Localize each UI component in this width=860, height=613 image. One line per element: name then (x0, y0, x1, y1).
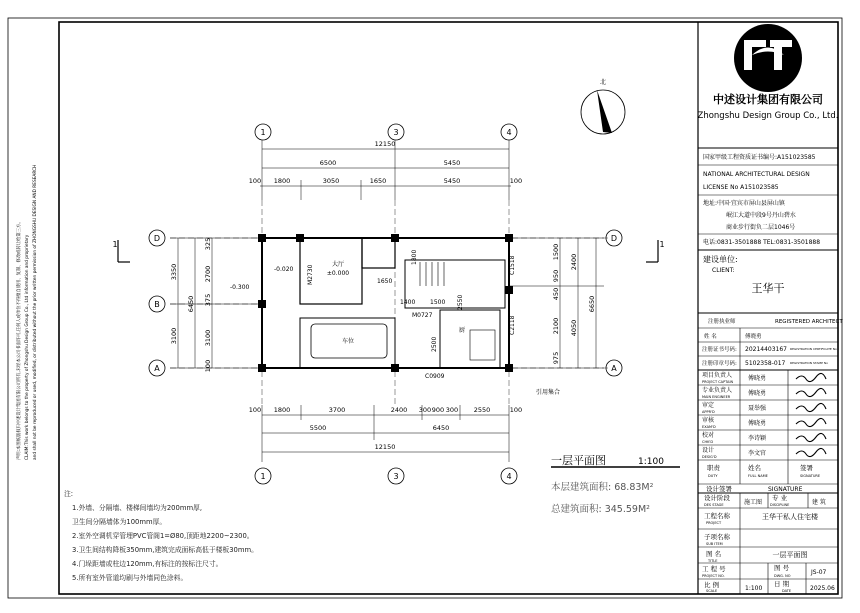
staff-role-en: DESIG'D (702, 455, 717, 459)
job-label-en: PROJECT NO. (702, 574, 725, 578)
staff-role-cn: 项目负责人 (702, 372, 733, 379)
room-parking-name: 车位 (341, 338, 355, 345)
license-en-2: LICENSE No A151023585 (703, 184, 779, 191)
axis-top-4: 4 (506, 128, 512, 137)
level-2: -0.300 (230, 284, 250, 291)
tag-c2118: C2118 (509, 315, 516, 335)
discipline-label: 专 业 (772, 494, 788, 502)
dim-bottom-1f: 900 (431, 406, 445, 414)
axis-top-3: 3 (393, 128, 399, 137)
dim-top-1b: 5450 (443, 159, 461, 167)
dim-bottom-2a: 5500 (309, 424, 327, 432)
dim-top-2e: 5450 (443, 177, 461, 185)
tag-1400: 1400 (400, 299, 416, 306)
sig-header-en: SIGNATURE (800, 474, 821, 478)
stage-label: 设计阶段 (704, 494, 730, 502)
client-label-cn: 建设单位: (703, 255, 738, 264)
registered-architect-en: REGISTERED ARCHITECT (775, 319, 843, 325)
dim-left-inner-4: 3100 (204, 329, 212, 347)
name-header: 姓名 (748, 464, 761, 472)
dim-bottom-total: 12150 (374, 443, 396, 451)
dim-right-inner-3: 450 (552, 287, 560, 301)
axis-bottom-4: 4 (506, 472, 512, 481)
dim-bottom-1c: 3700 (328, 406, 346, 414)
room-hall-level: ±0.000 (326, 270, 350, 277)
job-label: 工 程 号 (702, 565, 726, 573)
room-kitchen-name: 厨 (458, 327, 466, 334)
dim-left-inner-1: 325 (204, 237, 212, 251)
note-3: 3.卫生间结构降板350mm,建筑完成面标高低于楼板30mm。 (72, 546, 258, 554)
license-cn: 国家甲级工程资质证书编号:A151023585 (703, 154, 816, 161)
license-en-1: NATIONAL ARCHITECTURAL DESIGN (703, 171, 810, 178)
company-name-cn: 中述设计集团有限公司 (713, 93, 823, 106)
staff-role-en: MAIN ENGINEER (702, 395, 731, 399)
sig-header: 签署 (800, 464, 813, 472)
dim-right-1: 2400 (570, 253, 578, 271)
stamp-label: 注册印章号码: (702, 361, 737, 367)
phone: 电话:0831-3501888 TEL:0831-3501888 (703, 239, 821, 246)
dim-bottom-2b: 6450 (432, 424, 450, 432)
scale-value: 1:100 (745, 585, 763, 592)
tag-c1518: C1518 (509, 255, 516, 275)
dim-bottom-1d: 2400 (390, 406, 408, 414)
discipline-label-en: DISCIPLINE (770, 503, 790, 507)
dim-bottom-1b: 1800 (273, 406, 291, 414)
title-label: 图 名 (706, 550, 722, 558)
note-5: 5.所有室外管道均刷与外墙同色涂料。 (72, 574, 188, 582)
address-3: 商业步行街负二层1046号 (726, 224, 796, 231)
axis-left-A: A (154, 364, 160, 373)
staff-name: 傅晓勇 (748, 390, 767, 397)
axis-bottom-1: 1 (260, 472, 266, 481)
title-value: 一层平面图 (772, 551, 808, 559)
side-notice-line-3: and shall not be reproduced or used, modified, or distributed without the prior written permission of ZHONGSHU DESIGN AND RESEARCH (33, 164, 38, 460)
dim-top-2d: 1650 (369, 177, 387, 185)
title-label-en: TITLE (708, 559, 718, 563)
architect-name: 傅晓勇 (745, 334, 762, 340)
note-1: 1.外墙、分隔墙、楼梯间墙均为200mm厚, (72, 504, 203, 512)
axis-left-B: B (154, 300, 160, 309)
tag-c0909: C0909 (425, 373, 445, 380)
axis-right-D: D (610, 234, 618, 243)
axis-top-1: 1 (260, 128, 266, 137)
axis-bottom-3: 3 (393, 472, 399, 481)
discipline-value: 建 筑 (812, 499, 826, 506)
staff-role-en: EXAM'D (702, 425, 716, 429)
dim-right-3: 6650 (588, 295, 596, 313)
stage-value: 施工图 (744, 499, 763, 506)
sub-item-label: 子项名称 (704, 533, 730, 541)
tag-m0727: M0727 (412, 312, 433, 319)
dim-left-inner-5: 100 (204, 359, 212, 373)
section-left: 1 (112, 240, 118, 249)
dim-right-inner-2: 950 (552, 269, 560, 283)
company-name-en: Zhongshu Design Group Co., Ltd. (697, 111, 839, 121)
project-label-en: PROJECT (706, 521, 722, 525)
area-floor: 本层建筑面积: 68.83M² (551, 482, 654, 493)
staff-name: 李诗颖 (748, 435, 767, 442)
sub-item-label-en: SUB ITEM (706, 542, 723, 546)
dim-right-2: 4050 (570, 319, 578, 337)
note-2: 2.室外空调机穿管埋PVC管阁1=Ø80,顶距地2200~2300。 (72, 532, 254, 540)
plan-scale: 1:100 (638, 457, 664, 467)
dim-bottom-1i: 100 (509, 406, 523, 414)
stamp-number: 5102358-017 (745, 360, 786, 367)
staff-role-cn: 校对 (702, 432, 715, 439)
staff-name: 傅晓勇 (748, 420, 767, 427)
note-1b: 卫生间分隔墙体为100mm厚。 (72, 518, 167, 526)
dim-top-total: 12150 (374, 140, 396, 148)
drawing-no-label-en: DWG. NO (774, 574, 791, 578)
staff-name: 李文官 (748, 450, 767, 457)
staff-role-en: PROJECT CAPTAIN (702, 380, 734, 384)
cert-label: 注册证书号码: (702, 347, 737, 353)
dim-bottom-1g: 300 (445, 406, 459, 414)
north-label: 北 (599, 79, 607, 86)
tag-1500: 1500 (430, 299, 446, 306)
axis-left-D: D (153, 234, 161, 243)
design-signature-en: SIGNATURE (768, 486, 803, 493)
registered-architect-cn: 注册执业师 (708, 319, 736, 325)
address-2: 岷江大道中段9号丹山碧水 (726, 212, 796, 219)
client-label-en: CLIENT: (712, 267, 735, 274)
dim-right-inner-1: 1500 (552, 243, 560, 261)
duty-label: 职责 (707, 464, 720, 472)
duty-label-en: DUTY (708, 474, 718, 478)
dim-left-2: 3100 (170, 327, 178, 345)
dim-bottom-1a: 100 (248, 406, 262, 414)
project-name: 王华干私人住宅楼 (762, 513, 818, 521)
cert-en: REGISTRATION CERTIFICATE No (790, 347, 837, 351)
staff-role-cn: 审核 (702, 417, 715, 424)
staff-role-en: APPR'D (702, 410, 715, 414)
date-label: 日 期 (774, 580, 790, 588)
dim-bottom-1e: 300 (418, 406, 432, 414)
staff-role-cn: 专业负责人 (702, 387, 733, 394)
staff-name: 聂举强 (748, 405, 767, 412)
date-label-en: DATE (782, 589, 792, 593)
tag-2550: 2550 (457, 294, 464, 310)
drawing-no-value: JS-07 (811, 569, 827, 576)
stamp-en: REGISTRATION STAMP No (790, 361, 828, 365)
area-total: 总建筑面积: 345.59M² (551, 504, 650, 515)
side-notice-line-1: 声明:本图纸版权归中述设计集团有限公司所有,未经本公司书面许可,任何人或单位不得擅自使用、复制、修改或转让给第三方。 (17, 219, 22, 460)
side-notice-line-2: CLAIM:This work belongs to the property of Zhongshu Design Group Co., Ltd information and proprietary (25, 234, 30, 460)
dim-left-inner-3: 375 (204, 293, 212, 307)
dim-bottom-1h: 2550 (473, 406, 491, 414)
dim-top-2c: 3050 (322, 177, 340, 185)
name-header-en: FULL NAME (748, 474, 768, 478)
plan-title: 一层平面图 (551, 454, 606, 467)
level-1: -0.020 (274, 266, 294, 273)
tag-m2730: M2730 (307, 264, 314, 285)
stage-label-en: DES STAGE (704, 503, 724, 507)
tag-2500: 2500 (431, 336, 438, 352)
scale-label-en: SCALE (706, 589, 718, 593)
dim-top-2a: 100 (248, 177, 262, 185)
scale-label: 比 例 (704, 581, 720, 589)
misc-reference: 引用集合 (536, 389, 561, 396)
date-value: 2025.06 (810, 585, 835, 592)
staff-name: 傅晓勇 (748, 375, 767, 382)
axis-right-A: A (611, 364, 617, 373)
notes-head: 注: (64, 490, 74, 498)
dim-left-inner-2: 2700 (204, 265, 212, 283)
staff-role-en: CHK'D (702, 440, 714, 444)
cert-number: 20214403167 (745, 346, 787, 353)
dim-left-3: 6450 (187, 295, 195, 313)
dim-right-inner-4: 2100 (552, 317, 560, 335)
architect-name-label: 姓 名 (704, 334, 717, 340)
section-right: 1 (659, 240, 665, 249)
note-4: 4.门垛距墙或柱边120mm,有标注的按标注尺寸。 (72, 560, 223, 568)
company-logo (734, 24, 802, 92)
dim-top-2b: 1800 (273, 177, 291, 185)
tag-1800: 1800 (411, 249, 418, 265)
dim-right-inner-5: 975 (552, 351, 560, 365)
address-1: 地址:中国·宜宾市屏山县屏山镇 (703, 200, 785, 207)
staff-role-cn: 设计 (702, 447, 715, 454)
staff-role-cn: 审定 (702, 402, 715, 409)
room-hall-name: 大厅 (331, 261, 345, 268)
dim-top-1a: 6500 (319, 159, 337, 167)
design-signature-label: 设计签署 (706, 485, 732, 493)
client-name: 王华干 (751, 282, 785, 295)
project-label: 工程名称 (704, 512, 730, 520)
tag-1650: 1650 (377, 278, 393, 285)
dim-left-1: 3350 (170, 263, 178, 281)
drawing-no-label: 图 号 (774, 564, 790, 572)
dim-top-2f: 100 (509, 177, 523, 185)
